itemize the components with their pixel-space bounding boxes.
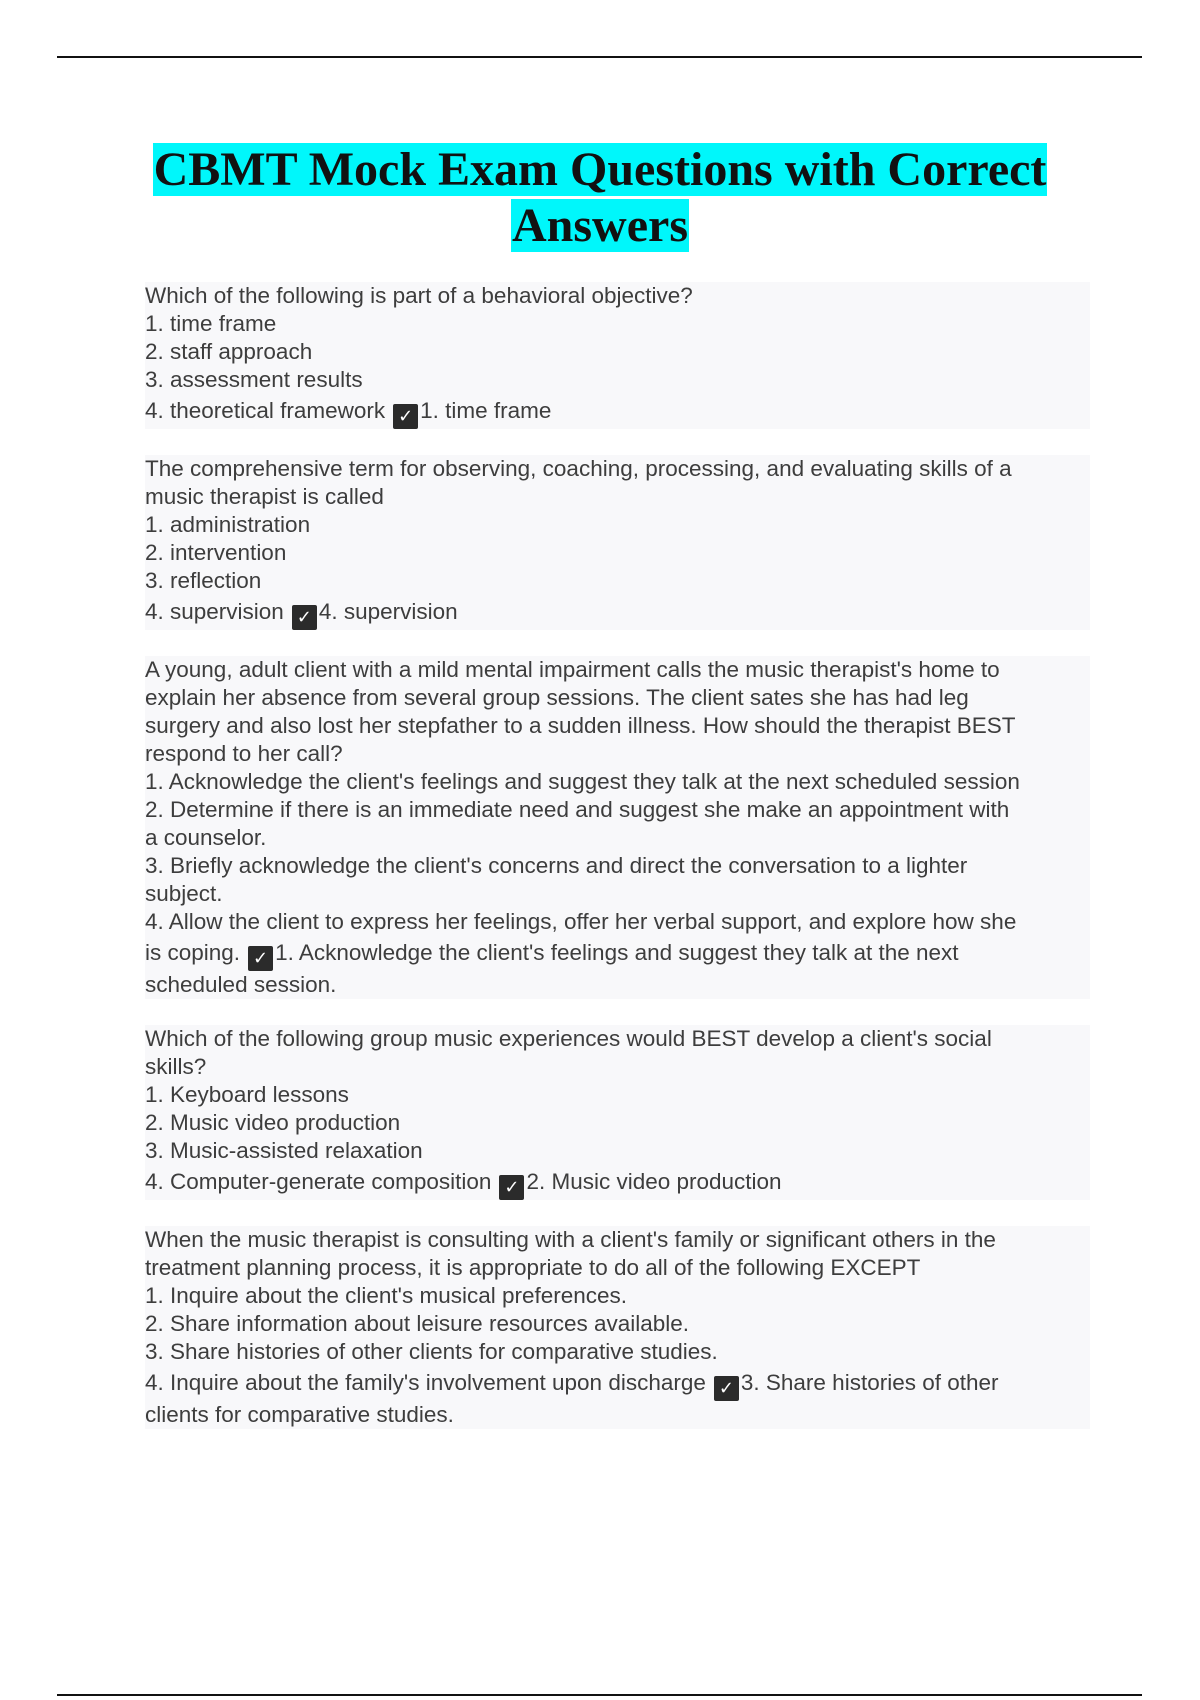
document-title bbox=[0, 142, 1200, 254]
option-text: 4. Computer-generate composition bbox=[145, 1169, 492, 1194]
answer-option: 3. assessment results bbox=[145, 367, 363, 392]
question-stem: A young, adult client with a mild mental impairment calls the music therapist's home to bbox=[145, 657, 1000, 682]
question-stem: treatment planning process, it is appropriate to do all of the following EXCEPT bbox=[145, 1255, 921, 1280]
question-stem: surgery and also lost her stepfather to a sudden illness. How should the therapist BEST bbox=[145, 713, 1016, 738]
title-line-1: CBMT Mock Exam Questions with Correct bbox=[153, 143, 1047, 196]
answer-option: a counselor. bbox=[145, 825, 267, 850]
answer-option: 1. time frame bbox=[145, 311, 277, 336]
correct-answer: 2. Music video production bbox=[526, 1169, 782, 1194]
checkmark-icon: ✓ bbox=[248, 946, 273, 971]
correct-answer: 1. time frame bbox=[420, 398, 552, 423]
question-block bbox=[145, 656, 1090, 999]
answer-option: 2. intervention bbox=[145, 540, 287, 565]
correct-answer-continued: clients for comparative studies. bbox=[145, 1402, 454, 1427]
question-block bbox=[145, 282, 1090, 429]
answer-option: 1. Keyboard lessons bbox=[145, 1082, 349, 1107]
answer-option: 2. Share information about leisure resources available. bbox=[145, 1311, 690, 1336]
answer-option: 4. Allow the client to express her feelings, offer her verbal support, and explore how she bbox=[145, 909, 1017, 934]
answer-option: 2. Music video production bbox=[145, 1110, 401, 1135]
answer-option: 3. reflection bbox=[145, 568, 262, 593]
question-stem: The comprehensive term for observing, coaching, processing, and evaluating skills of a bbox=[145, 456, 1012, 481]
question-block bbox=[145, 455, 1090, 630]
correct-answer: 4. supervision bbox=[318, 599, 458, 624]
answer-option-last bbox=[145, 1168, 1090, 1200]
option-text: is coping. bbox=[145, 940, 241, 965]
question-stem: Which of the following is part of a behavioral objective? bbox=[145, 283, 693, 308]
answer-option-last bbox=[145, 1369, 1090, 1401]
header-rule bbox=[57, 56, 1142, 58]
option-text: 4. supervision bbox=[145, 599, 284, 624]
answer-option: 3. Share histories of other clients for comparative studies. bbox=[145, 1339, 718, 1364]
checkmark-icon: ✓ bbox=[714, 1376, 739, 1401]
question-block bbox=[145, 1226, 1090, 1429]
question-stem: Which of the following group music experiences would BEST develop a client's social bbox=[145, 1026, 992, 1051]
question-list bbox=[145, 282, 1090, 1455]
checkmark-icon: ✓ bbox=[292, 605, 317, 630]
answer-option: 1. administration bbox=[145, 512, 311, 537]
answer-option: 2. staff approach bbox=[145, 339, 313, 364]
answer-option-last bbox=[145, 598, 1090, 630]
option-text: 4. theoretical framework bbox=[145, 398, 386, 423]
answer-option: 3. Briefly acknowledge the client's concerns and direct the conversation to a lighter bbox=[145, 853, 968, 878]
question-stem: explain her absence from several group sessions. The client sates she has had leg bbox=[145, 685, 969, 710]
answer-option-last bbox=[145, 397, 1090, 429]
question-stem: respond to her call? bbox=[145, 741, 343, 766]
correct-answer: 3. Share histories of other bbox=[740, 1370, 999, 1395]
checkmark-icon: ✓ bbox=[393, 404, 418, 429]
question-stem: skills? bbox=[145, 1054, 207, 1079]
answer-option: 1. Inquire about the client's musical preferences. bbox=[145, 1283, 628, 1308]
question-stem: music therapist is called bbox=[145, 484, 384, 509]
answer-option-last bbox=[145, 939, 1090, 971]
correct-answer: 1. Acknowledge the client's feelings and suggest they talk at the next bbox=[275, 940, 959, 965]
question-stem: When the music therapist is consulting with a client's family or significant others in the bbox=[145, 1227, 996, 1252]
checkmark-icon: ✓ bbox=[499, 1175, 524, 1200]
correct-answer-continued: scheduled session. bbox=[145, 972, 337, 997]
answer-option: 1. Acknowledge the client's feelings and suggest they talk at the next scheduled session bbox=[145, 769, 1020, 794]
answer-option: subject. bbox=[145, 881, 223, 906]
footer-rule bbox=[57, 1694, 1142, 1696]
answer-option: 2. Determine if there is an immediate need and suggest she make an appointment with bbox=[145, 797, 1010, 822]
question-block bbox=[145, 1025, 1090, 1200]
option-text: 4. Inquire about the family's involvement upon discharge bbox=[145, 1370, 706, 1395]
answer-option: 3. Music-assisted relaxation bbox=[145, 1138, 423, 1163]
title-line-2: Answers bbox=[512, 199, 688, 252]
